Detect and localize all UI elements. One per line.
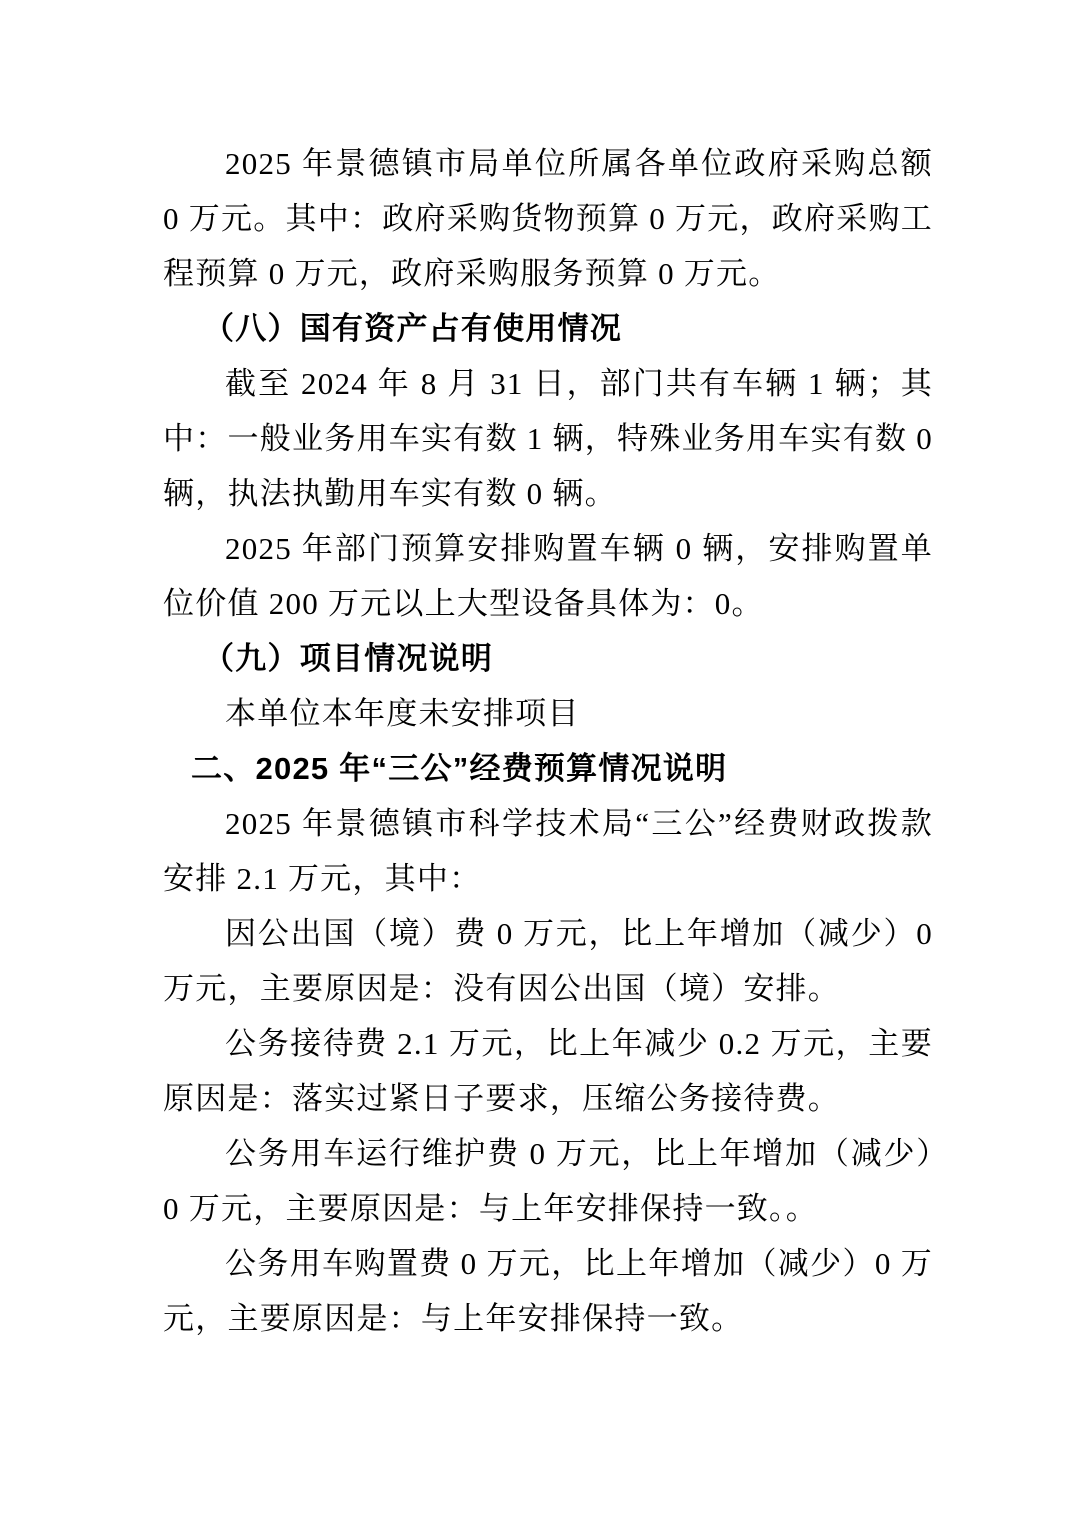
paragraph-government-procurement-total: 2025 年景德镇市局单位所属各单位政府采购总额 0 万元。其中：政府采购货物预算 0 万元，政府采购工程预算 0 万元，政府采购服务预算 0 万元。 [163,146,933,291]
paragraph-official-reception-expense: 公务接待费 2.1 万元，比上年减少 0.2 万元，主要原因是：落实过紧日子要求，压缩公务接待费。 [163,1026,933,1116]
paragraph-vehicle-purchase-expense: 公务用车购置费 0 万元，比上年增加（减少）0 万元，主要原因是：与上年安排保持一致。 [163,1246,933,1336]
paragraph-overseas-travel-expense: 因公出国（境）费 0 万元，比上年增加（减少）0 万元，主要原因是：没有因公出国（境）安排。 [163,916,933,1006]
paragraph-vehicle-purchase-plan: 2025 年部门预算安排购置车辆 0 辆，安排购置单位价值 200 万元以上大型设备具体为：0。 [163,531,933,621]
paragraph-no-projects-arranged: 本单位本年度未安排项目 [225,696,580,731]
paragraph-three-public-funds-total: 2025 年景德镇市科学技术局“三公”经费财政拨款安排 2.1 万元，其中： [163,806,933,896]
heading-chapter-2-three-public-funds: 二、2025 年“三公”经费预算情况说明 [191,751,728,786]
heading-section-9-project-status: （九）项目情况说明 [203,641,494,676]
paragraph-vehicle-maintenance-expense: 公务用车运行维护费 0 万元，比上年增加（减少）0 万元，主要原因是：与上年安排保持一致。。 [163,1136,933,1226]
heading-section-8-state-assets: （八）国有资产占有使用情况 [203,311,623,346]
document-text-block [163,136,933,1346]
paragraph-vehicle-ownership: 截至 2024 年 8 月 31 日，部门共有车辆 1 辆；其中：一般业务用车实有数 1 辆，特殊业务用车实有数 0 辆，执法执勤用车实有数 0 辆。 [163,366,933,511]
